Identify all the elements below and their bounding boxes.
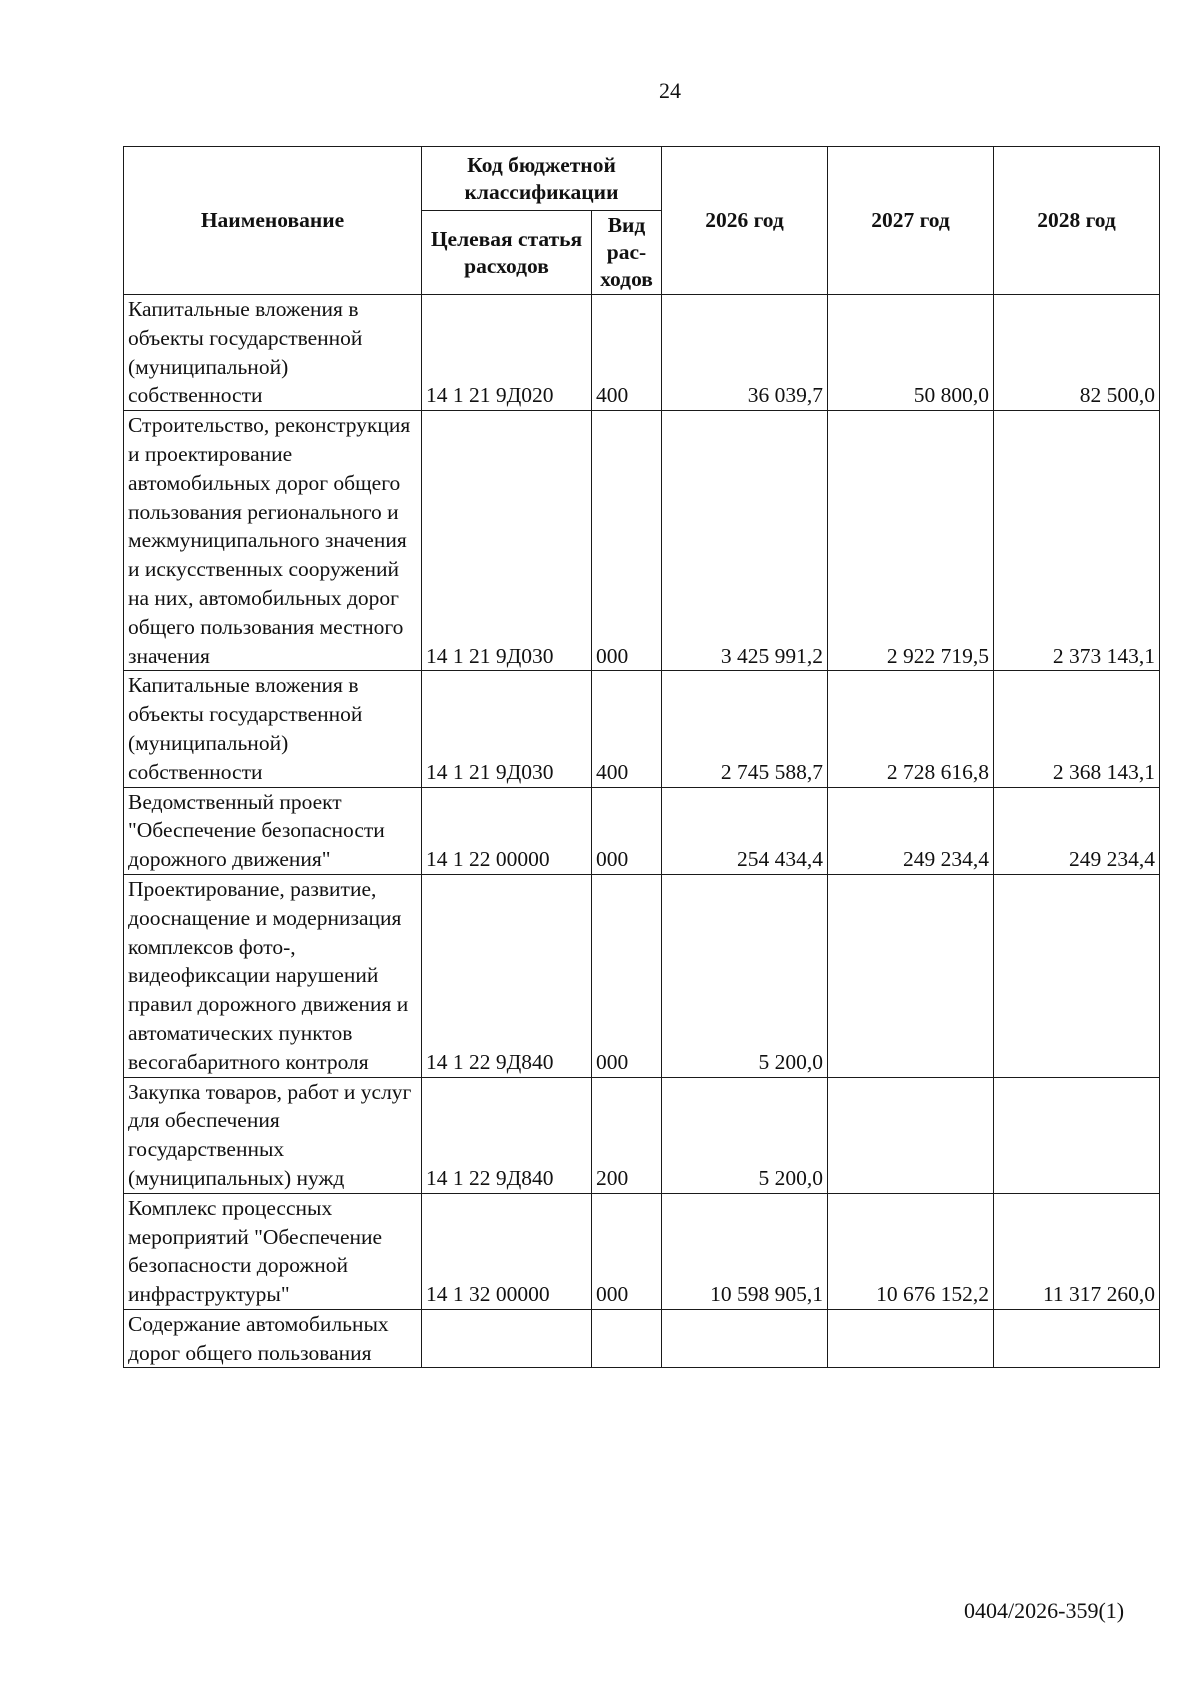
row-expense-type (592, 1309, 662, 1368)
row-value-2028: 249 234,4 (994, 787, 1160, 874)
row-target-article: 14 1 22 9Д840 (422, 1077, 592, 1193)
table-row (124, 1077, 1160, 1193)
table-row (124, 1309, 1160, 1368)
document-reference: 0404/2026-359(1) (964, 1598, 1125, 1623)
table-row (124, 295, 1160, 411)
table-row (124, 411, 1160, 671)
row-target-article: 14 1 21 9Д030 (422, 411, 592, 671)
table-body (124, 295, 1160, 1368)
row-value-2026: 2 745 588,7 (662, 671, 828, 787)
row-target-article: 14 1 21 9Д030 (422, 671, 592, 787)
row-expense-type: 000 (592, 411, 662, 671)
row-expense-type: 400 (592, 671, 662, 787)
row-value-2028 (994, 874, 1160, 1077)
row-value-2027: 2 728 616,8 (828, 671, 994, 787)
row-target-article: 14 1 32 00000 (422, 1193, 592, 1309)
row-name: Содержание автомобильных дорог общего пользования (124, 1309, 422, 1368)
row-name: Закупка товаров, работ и услуг для обеспечения государственных (муниципальных) нужд (124, 1077, 422, 1193)
row-target-article: 14 1 22 00000 (422, 787, 592, 874)
row-expense-type: 000 (592, 787, 662, 874)
table-header (124, 147, 1160, 295)
row-value-2028 (994, 1077, 1160, 1193)
header-target-article: Целевая статья расходов (422, 211, 592, 295)
header-name: Наименование (124, 147, 422, 295)
row-name: Строительство, реконструкция и проектирование автомобильных дорог общего пользования регионального и межмуниципального значения и искусственных сооружений на них, автомобильных дорог общего пользования местного значения (124, 411, 422, 671)
row-name: Ведомственный проект "Обеспечение безопасности дорожного движения" (124, 787, 422, 874)
table-row (124, 1193, 1160, 1309)
row-name: Комплекс процессных мероприятий "Обеспечение безопасности дорожной инфраструктуры" (124, 1193, 422, 1309)
row-value-2028 (994, 1309, 1160, 1368)
page-number: 24 (659, 78, 681, 103)
budget-table (123, 146, 1160, 1368)
row-value-2026: 5 200,0 (662, 874, 828, 1077)
row-name: Проектирование, развитие, дооснащение и модернизация комплексов фото-, видеофиксации нарушений правил дорожного движения и автоматических пунктов весогабаритного контроля (124, 874, 422, 1077)
row-value-2026 (662, 1309, 828, 1368)
header-year-2028: 2028 год (994, 147, 1160, 295)
row-value-2027 (828, 1309, 994, 1368)
row-value-2028: 2 373 143,1 (994, 411, 1160, 671)
header-year-2027: 2027 год (828, 147, 994, 295)
row-value-2027 (828, 874, 994, 1077)
header-year-2026: 2026 год (662, 147, 828, 295)
row-value-2028: 11 317 260,0 (994, 1193, 1160, 1309)
row-value-2028: 2 368 143,1 (994, 671, 1160, 787)
row-value-2028: 82 500,0 (994, 295, 1160, 411)
header-expense-type: Вид рас-ходов (592, 211, 662, 295)
row-name: Капитальные вложения в объекты государственной (муниципальной) собственности (124, 295, 422, 411)
row-value-2027 (828, 1077, 994, 1193)
row-value-2027: 249 234,4 (828, 787, 994, 874)
row-value-2026: 10 598 905,1 (662, 1193, 828, 1309)
row-value-2027: 10 676 152,2 (828, 1193, 994, 1309)
row-value-2027: 2 922 719,5 (828, 411, 994, 671)
row-value-2026: 36 039,7 (662, 295, 828, 411)
table-row (124, 787, 1160, 874)
row-target-article: 14 1 22 9Д840 (422, 874, 592, 1077)
row-value-2027: 50 800,0 (828, 295, 994, 411)
row-target-article: 14 1 21 9Д020 (422, 295, 592, 411)
row-expense-type: 000 (592, 1193, 662, 1309)
table-row (124, 874, 1160, 1077)
row-target-article (422, 1309, 592, 1368)
row-value-2026: 3 425 991,2 (662, 411, 828, 671)
row-expense-type: 400 (592, 295, 662, 411)
row-name: Капитальные вложения в объекты государственной (муниципальной) собственности (124, 671, 422, 787)
row-value-2026: 5 200,0 (662, 1077, 828, 1193)
row-value-2026: 254 434,4 (662, 787, 828, 874)
row-expense-type: 000 (592, 874, 662, 1077)
row-expense-type: 200 (592, 1077, 662, 1193)
table-row (124, 671, 1160, 787)
header-code-group: Код бюджетной классификации (422, 147, 662, 211)
